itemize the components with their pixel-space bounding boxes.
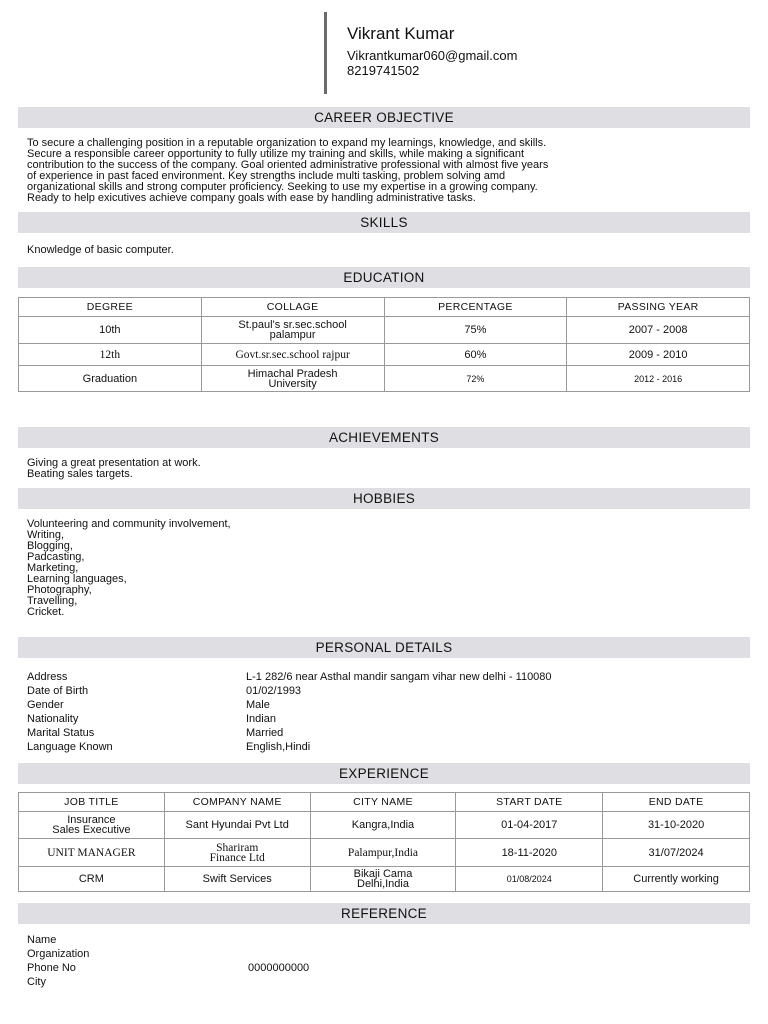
education-header-row xyxy=(19,298,750,317)
career-objective-heading: CAREER OBJECTIVE xyxy=(18,107,750,128)
experience-header-row xyxy=(19,793,750,812)
personal-detail-row xyxy=(27,727,747,741)
education-header-cell: DEGREE xyxy=(19,298,202,317)
city-cell xyxy=(310,867,456,892)
city-cell xyxy=(310,839,456,867)
list-item: Travelling, xyxy=(27,595,78,607)
career-objective-line: contribution to the success of the company. Goal oriented administrative professional with almost five years xyxy=(27,159,549,171)
job-title-line: Insurance xyxy=(67,814,116,826)
reference-row xyxy=(27,934,747,948)
list-item: Marketing, xyxy=(27,562,79,574)
experience-header-cell: COMPANY NAME xyxy=(164,793,310,812)
degree-cell: 12th xyxy=(19,344,202,366)
percentage-cell: 72% xyxy=(384,366,567,392)
detail-label: Marital Status xyxy=(27,727,95,739)
list-item: Blogging, xyxy=(27,540,73,552)
candidate-name: Vikrant Kumar xyxy=(347,24,455,43)
start-date-cell: 18-11-2020 xyxy=(456,839,603,867)
table-row xyxy=(19,867,750,892)
detail-label: Gender xyxy=(27,699,64,711)
skills-text: Knowledge of basic computer. xyxy=(27,244,174,256)
year-cell: 2012 - 2016 xyxy=(567,366,750,392)
reference-value: 0000000000 xyxy=(248,962,310,974)
detail-label: Date of Birth xyxy=(27,685,89,697)
company-line: Shariram xyxy=(216,841,259,854)
city-line: Kangra,India xyxy=(351,819,415,831)
reference-row xyxy=(27,948,747,962)
company-line: Swift Services xyxy=(202,873,272,885)
college-cell xyxy=(201,317,384,344)
college-cell xyxy=(201,344,384,366)
city-line: Bikaji Cama xyxy=(353,868,413,880)
experience-table xyxy=(18,792,750,892)
detail-label: Language Known xyxy=(27,741,113,753)
detail-value: Married xyxy=(246,727,284,739)
career-objective-line: Ready to help exicutives achieve company goals with ease by handling administrative tasks. xyxy=(27,192,476,204)
table-row xyxy=(19,812,750,839)
table-row xyxy=(19,366,750,392)
personal-details-heading: PERSONAL DETAILS xyxy=(18,637,750,658)
reference-label: Name xyxy=(27,934,57,946)
college-line: palampur xyxy=(269,329,316,341)
career-objective-line: of experience in past faced environment. Key strengths include multi tasking, problem solving amd xyxy=(27,170,506,182)
reference-row xyxy=(27,962,747,976)
reference-label: Phone No xyxy=(27,962,76,974)
college-cell xyxy=(201,366,384,392)
company-cell xyxy=(164,812,310,839)
education-header-cell: PASSING YEAR xyxy=(567,298,750,317)
candidate-email: Vikrantkumar060@gmail.com xyxy=(347,48,518,63)
job-title-line: UNIT MANAGER xyxy=(47,846,136,859)
college-line: University xyxy=(268,377,317,390)
career-objective-line: To secure a challenging position in a reputable organization to expand my learnings, knowledge, and skills. xyxy=(27,137,547,149)
experience-header-cell: CITY NAME xyxy=(310,793,456,812)
list-item: Beating sales targets. xyxy=(27,468,133,480)
table-row xyxy=(19,317,750,344)
achievements-list xyxy=(27,458,201,480)
list-item: Volunteering and community involvement, xyxy=(27,518,231,530)
detail-value: Male xyxy=(246,699,270,711)
career-objective-line: organizational skills and strong computer proficiency. Seeking to use my expertise in a growing company. xyxy=(27,181,538,193)
company-line: Sant Hyundai Pvt Ltd xyxy=(185,819,289,831)
experience-header-cell: START DATE xyxy=(456,793,603,812)
job-title-cell xyxy=(19,867,165,892)
list-item: Learning languages, xyxy=(27,573,127,585)
achievements-heading: ACHIEVEMENTS xyxy=(18,427,750,448)
personal-detail-row xyxy=(27,685,747,699)
college-line: St.paul's sr.sec.school xyxy=(238,319,347,331)
education-header-cell: COLLAGE xyxy=(201,298,384,317)
hobbies-list xyxy=(27,519,231,618)
personal-detail-row xyxy=(27,713,747,727)
personal-detail-row xyxy=(27,699,747,713)
education-heading: EDUCATION xyxy=(18,267,750,288)
reference-row xyxy=(27,976,747,990)
job-title-cell xyxy=(19,812,165,839)
degree-cell: 10th xyxy=(19,317,202,344)
city-cell xyxy=(310,812,456,839)
education-table xyxy=(18,297,750,392)
job-title-line: Sales Executive xyxy=(52,824,131,836)
detail-value: English,Hindi xyxy=(246,741,311,753)
list-item: Giving a great presentation at work. xyxy=(27,457,201,469)
job-title-cell xyxy=(19,839,165,867)
percentage-cell: 60% xyxy=(384,344,567,366)
detail-value: 01/02/1993 xyxy=(246,685,302,697)
list-item: Photography, xyxy=(27,584,92,596)
college-line: Himachal Pradesh xyxy=(247,367,338,380)
career-objective-line: Secure a responsible career opportunity to fully utilize my training and skills, while making a significant xyxy=(27,148,525,160)
degree-cell: Graduation xyxy=(19,366,202,392)
end-date-cell: Currently working xyxy=(603,867,750,892)
reference-heading: REFERENCE xyxy=(18,903,750,924)
experience-header-cell: END DATE xyxy=(603,793,750,812)
resume-header xyxy=(324,12,517,94)
experience-header-cell: JOB TITLE xyxy=(19,793,165,812)
reference-label: City xyxy=(27,976,46,988)
list-item: Padcasting, xyxy=(27,551,85,563)
reference-label: Organization xyxy=(27,948,90,960)
end-date-cell: 31-10-2020 xyxy=(603,812,750,839)
experience-heading: EXPERIENCE xyxy=(18,763,750,784)
company-cell xyxy=(164,839,310,867)
company-cell xyxy=(164,867,310,892)
year-cell: 2007 - 2008 xyxy=(567,317,750,344)
percentage-cell: 75% xyxy=(384,317,567,344)
list-item: Cricket. xyxy=(27,606,65,618)
list-item: Writing, xyxy=(27,529,65,541)
detail-label: Nationality xyxy=(27,713,79,725)
college-line: Govt.sr.sec.school rajpur xyxy=(235,348,350,361)
table-row xyxy=(19,839,750,867)
table-row xyxy=(19,344,750,366)
candidate-phone: 8219741502 xyxy=(347,63,420,78)
education-header-cell: PERCENTAGE xyxy=(384,298,567,317)
detail-value: L-1 282/6 near Asthal mandir sangam vihar new delhi - 110080 xyxy=(246,671,552,683)
start-date-cell: 01-04-2017 xyxy=(456,812,603,839)
detail-value: Indian xyxy=(246,713,276,725)
detail-label: Address xyxy=(27,671,68,683)
year-cell: 2009 - 2010 xyxy=(567,344,750,366)
hobbies-heading: HOBBIES xyxy=(18,488,750,509)
start-date-cell: 01/08/2024 xyxy=(456,867,603,892)
job-title-line: CRM xyxy=(78,873,104,885)
personal-detail-row xyxy=(27,741,747,755)
company-line: Finance Ltd xyxy=(209,851,265,864)
city-line: Palampur,India xyxy=(347,846,419,859)
city-line: Delhi,India xyxy=(357,878,409,890)
career-objective-text xyxy=(27,138,741,204)
personal-detail-row xyxy=(27,671,747,685)
skills-heading: SKILLS xyxy=(18,212,750,233)
end-date-cell: 31/07/2024 xyxy=(603,839,750,867)
